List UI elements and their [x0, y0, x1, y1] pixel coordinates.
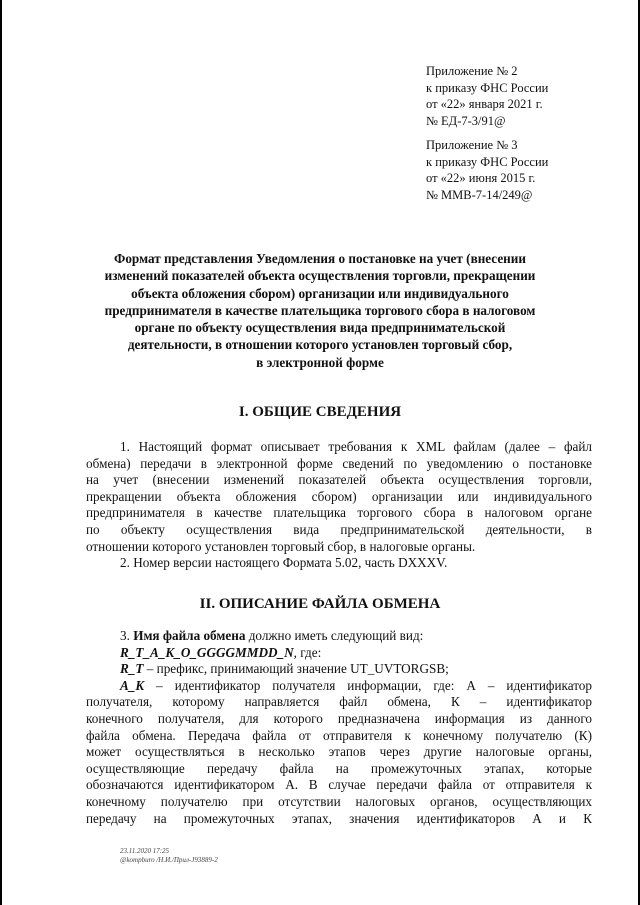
annex-2-line-2: к приказу ФНС России: [426, 80, 549, 95]
title-line: деятельности, в отношении которого установлен торговый сбор,: [127, 337, 513, 353]
section-2-heading: II. ОПИСАНИЕ ФАЙЛА ОБМЕНА: [199, 596, 441, 612]
prefix-definition: [86, 661, 592, 678]
prefix-description: – префикс, принимающий значение UT_UVTORGSB;: [143, 661, 449, 677]
file-name-pattern: R_T_A_K_O_GGGGMMDD_N: [120, 644, 294, 660]
recipient-definition-line: файла обмена. Передача файла от отправителя к конечному получателю (К): [86, 727, 592, 743]
recipient-definition-line: передачу на промежуточных этапах, значения идентификаторов А и К: [86, 810, 592, 826]
recipient-definition-first-line: [86, 678, 592, 695]
recipient-definition-line: осуществляющие передачу файла на промежуточных этапах, которые: [86, 760, 592, 776]
annex-2-line-3: от «22» января 2021 г.: [426, 97, 543, 111]
annex-3-line-4: № ММВ-7-14/249@: [426, 187, 533, 202]
recipient-definition-line: получателя, которому направляется файл обмена, К – идентификатор: [86, 694, 592, 710]
file-name-term: Имя файла обмена: [133, 628, 246, 643]
paragraph-1-line: предпринимателя в качестве плательщика торгового сбора в налоговом органе: [86, 505, 592, 521]
paragraph-1-line: на учет (внесении изменений показателей объекта осуществления торговли,: [86, 472, 592, 488]
footer-timestamp: 23.11.2020 17:25: [120, 847, 170, 855]
recipient-term: A_K: [120, 677, 145, 693]
annex-3-line-3: от «22» июня 2015 г.: [426, 171, 536, 185]
recipient-definition-line: конечного получателя, для которого предназначена информация из данного: [86, 710, 592, 726]
recipient-definition-line: обозначаются идентификатором А. В случае передачи файла от отправителя к: [86, 777, 592, 793]
recipient-definition-line: конечному получателю при отсутствии налоговых органов, осуществляющих: [86, 793, 592, 809]
annex-3-block: [426, 137, 548, 203]
section-1-body: [86, 439, 592, 572]
paragraph-1-line: прекращении объекта обложения сбором) организации или индивидуального: [86, 488, 592, 504]
scan-left-edge: [0, 0, 2, 905]
footer-file-ref: @kompburo /Н.И./Прил-J93889-2: [120, 856, 218, 864]
paragraph-3-number: 3.: [120, 628, 130, 643]
file-name-pattern-suffix: , где:: [293, 644, 322, 660]
recipient-description: – идентификатор получателя информации, где: А – идентификатор: [144, 677, 592, 693]
title-line: в электронной форме: [256, 354, 384, 370]
title-line: предпринимателя в качестве плательщика торгового сбора в налоговом: [104, 302, 536, 318]
paragraph-1-line: 1. Настоящий формат описывает требования к XML файлам (далее – файл: [120, 439, 592, 454]
paragraph-3-intro: [86, 628, 592, 645]
paragraph-1-line: отношении которого установлен торговый сбор, в налоговые органы.: [86, 538, 476, 554]
title-line: Формат представления Уведомления о постановке на учет (внесении: [114, 251, 526, 266]
title-line: органе по объекту осуществления вида предпринимательской: [134, 320, 506, 336]
document-title: [70, 250, 570, 371]
title-line: объекта обложения сбором) организации или индивидуального: [131, 285, 509, 301]
section-2-body: [86, 628, 592, 827]
annex-2-line-1: Приложение № 2: [426, 64, 518, 78]
paragraph-2: 2. Номер версии настоящего Формата 5.02, часть DXXXV.: [120, 555, 448, 571]
annex-3-line-2: к приказу ФНС России: [426, 154, 549, 169]
section-1-heading: I. ОБЩИЕ СВЕДЕНИЯ: [238, 404, 402, 420]
paragraph-1-line: обмена) передачи в электронной форме сведений по уведомлению о постановке: [86, 455, 592, 471]
paragraph-1-line: по объекту осуществления вида предпринимательской деятельности, в: [86, 521, 592, 537]
annex-2-block: [426, 63, 548, 129]
prefix-term: R_T: [120, 661, 144, 677]
paragraph-3-intro-rest: должно иметь следующий вид:: [248, 628, 424, 643]
annex-2-line-4: № ЕД-7-3/91@: [426, 113, 506, 128]
file-name-pattern-line: [86, 645, 592, 662]
annex-3-line-1: Приложение № 3: [426, 138, 518, 152]
print-footer: [120, 847, 218, 865]
recipient-definition-line: может осуществляться в несколько этапов через другие налоговые органы,: [86, 744, 592, 760]
title-line: изменений показателей объекта осуществления торговли, прекращении: [104, 268, 536, 284]
